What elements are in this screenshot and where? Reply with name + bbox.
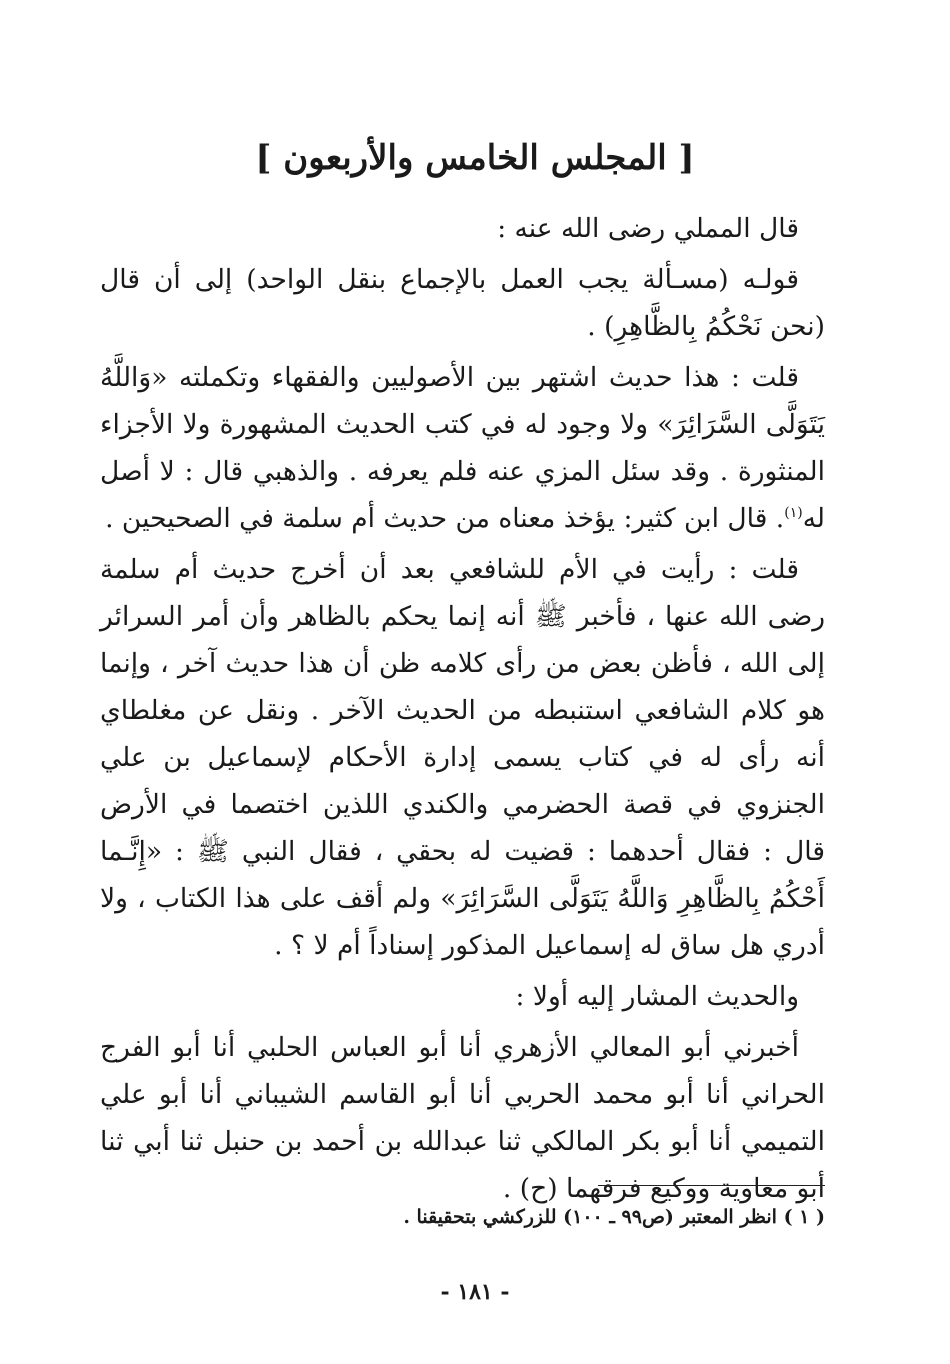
main-text <box>100 205 825 1212</box>
paragraph-3-tail: . قال ابن كثير: يؤخذ معناه من حديث أم سلمة في الصحيحين . <box>105 503 785 534</box>
paragraph-2: قولـه (مسـألة يجب العمل بالإجماع بنقل الواحد) إلى أن قال (نحن نَحْكُمُ بِالظَّاهِرِ) . <box>100 264 825 342</box>
footnote-marker: (١) <box>784 505 803 522</box>
section-heading: [ المجلس الخامس والأربعون ] <box>255 138 695 178</box>
footnote: ( ١ ) انظر المعتبر (ص٩٩ ـ ١٠٠) للزركشي بتحقيقنا . <box>403 1206 825 1228</box>
paragraph-3-text: قلت : هذا حديث اشتهر بين الأصوليين والفقهاء وتكملته «وَاللَّهُ يَتَوَلَّى السَّرَائِرَ» ولا وجود له في كتب الحديث المشهورة ولا الأجزاء المنثورة . وقد سئل المزي عنه فلم يعرفه . والذهبي قال : لا أصل له <box>100 362 825 534</box>
footnote-divider <box>598 1185 825 1186</box>
page-number: - ١٨١ - <box>440 1279 510 1305</box>
paragraph-5: والحديث المشار إليه أولا : <box>515 981 799 1012</box>
paragraph-4: قلت : رأيت في الأم للشافعي بعد أن أخرج حديث أم سلمة رضى الله عنها ، فأخبر ﷺ أنه إنما يحكم بالظاهر وأن أمر السرائر إلى الله ، فأظن بعض من رأى كلامه ظن أن هذا حديث آخر ، وإنما هو كلام الشافعي استنبطه من الحديث الآخر . ونقل عن مغلطاي أنه رأى له في كتاب يسمى إدارة الأحكام لإسماعيل بن علي الجنزوي في قصة الحضرمي والكندي اللذين اختصما في الأرض قال : فقال أحدهما : قضيت له بحقي ، فقال النبي ﷺ : «إِنَّـما أَحْكُمُ بِالظَّاهِرِ وَاللَّهُ يَتَوَلَّى السَّرَائِرَ» ولم أقف على هذا الكتاب ، ولا أدري هل ساق له إسماعيل المذكور إسناداً أم لا ؟ . <box>100 554 825 961</box>
paragraph-1: قال المملي رضى الله عنه : <box>497 213 799 244</box>
paragraph-6: أخبرني أبو المعالي الأزهري أنا أبو العباس الحلبي أنا أبو الفرج الحراني أنا أبو محمد الحربي أنا أبو القاسم الشيباني أنا أبو علي التميمي أنا أبو بكر المالكي ثنا عبدالله بن أحمد بن حنبل ثنا أبي ثنا أبو معاوية ووكيع فرقهما (ح) . <box>100 1032 825 1204</box>
paragraph-3 <box>100 354 825 542</box>
